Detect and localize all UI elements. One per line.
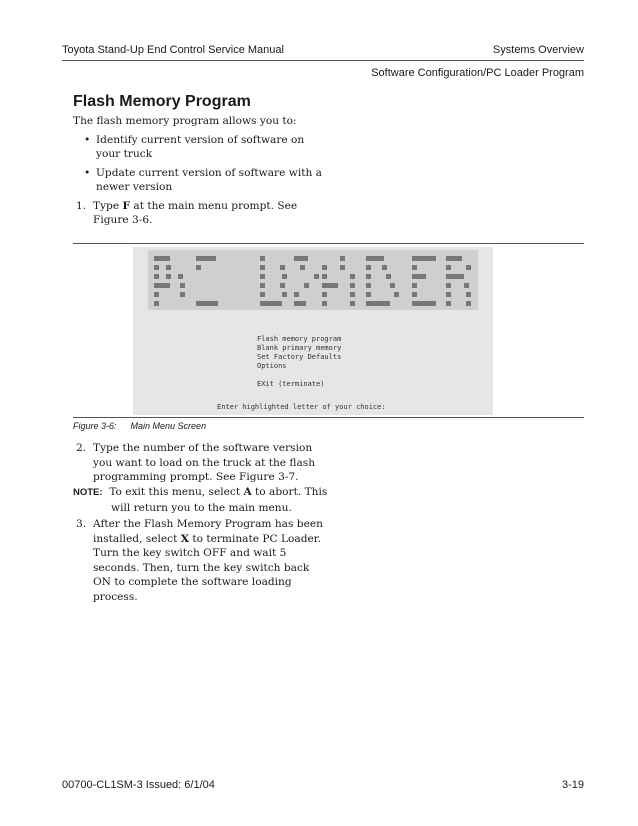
step-text: at the main menu prompt. See Figure 3-6. [93, 199, 298, 226]
page-title: Flash Memory Program [73, 93, 251, 110]
step-number: 3. [76, 518, 87, 530]
figure-title: Main Menu Screen [130, 421, 207, 431]
banner-row [154, 292, 470, 298]
figure-bottom-rule [73, 417, 584, 418]
menu-item-factory-defaults[interactable]: Set Factory Defaults [257, 353, 342, 361]
ascii-banner [148, 250, 478, 310]
step-key: F [122, 199, 131, 212]
note-label: NOTE: [73, 487, 103, 498]
subsection-title: Software Configuration/PC Loader Program [371, 67, 584, 79]
figure-caption [73, 421, 206, 431]
header-divider [62, 60, 584, 61]
figure-label: Figure 3-6: [73, 421, 117, 431]
bullet-item: • Identify current version of software on your truck [73, 133, 323, 162]
note-text: To exit this menu, select [109, 486, 244, 498]
step-text: After the Flash Memory Program has been installed, select [93, 518, 323, 545]
note-key: A [243, 486, 252, 498]
intro-block [73, 114, 323, 228]
banner-row [154, 301, 470, 307]
document-id: 00700-CL1SM-3 Issued: 6/1/04 [62, 779, 215, 791]
menu-item-options[interactable]: Options [257, 362, 287, 370]
banner-row [154, 283, 470, 289]
step-3 [73, 517, 323, 604]
bullet-item: • Update current version of software with a newer version [73, 166, 323, 195]
bullet-list [73, 133, 323, 195]
manual-title: Toyota Stand-Up End Control Service Manual [62, 44, 284, 56]
page-number: 3-19 [561, 779, 584, 791]
step-number: 1. [76, 199, 87, 212]
main-menu-screen [133, 247, 493, 415]
step-1 [73, 199, 323, 228]
section-title: Systems Overview [492, 44, 584, 56]
figure-top-rule [73, 243, 584, 244]
main-menu [257, 335, 341, 389]
step-number: 2. [76, 442, 87, 454]
step-text: to terminate PC Loader. Turn the key switch OFF and wait 5 seconds. Then, turn the key switch back ON to complete the software loading process. [93, 532, 322, 603]
step-key: X [180, 532, 189, 545]
banner-row [154, 256, 470, 262]
step-3-block [73, 517, 323, 604]
step-text: Type the number of the software version you want to load on the truck at the flash programming prompt. See Figure 3-7. [93, 442, 316, 483]
intro-text: The flash memory program allows you to: [73, 115, 297, 127]
menu-prompt: Enter highlighted letter of your choice: [217, 403, 386, 411]
note-text: to abort. This will return you to the main menu. [111, 486, 328, 514]
note-block [73, 485, 333, 515]
step-2 [73, 441, 323, 485]
banner-row [154, 274, 470, 280]
step-text: Type [93, 199, 123, 212]
menu-item-exit[interactable]: EXit (terminate) [257, 380, 325, 388]
menu-spacer [257, 371, 341, 380]
menu-item-blank-memory[interactable]: Blank primary memory [257, 344, 342, 352]
banner-row [154, 265, 470, 271]
step-2-block [73, 441, 323, 485]
menu-item-flash-memory[interactable]: Flash memory program [257, 335, 342, 343]
